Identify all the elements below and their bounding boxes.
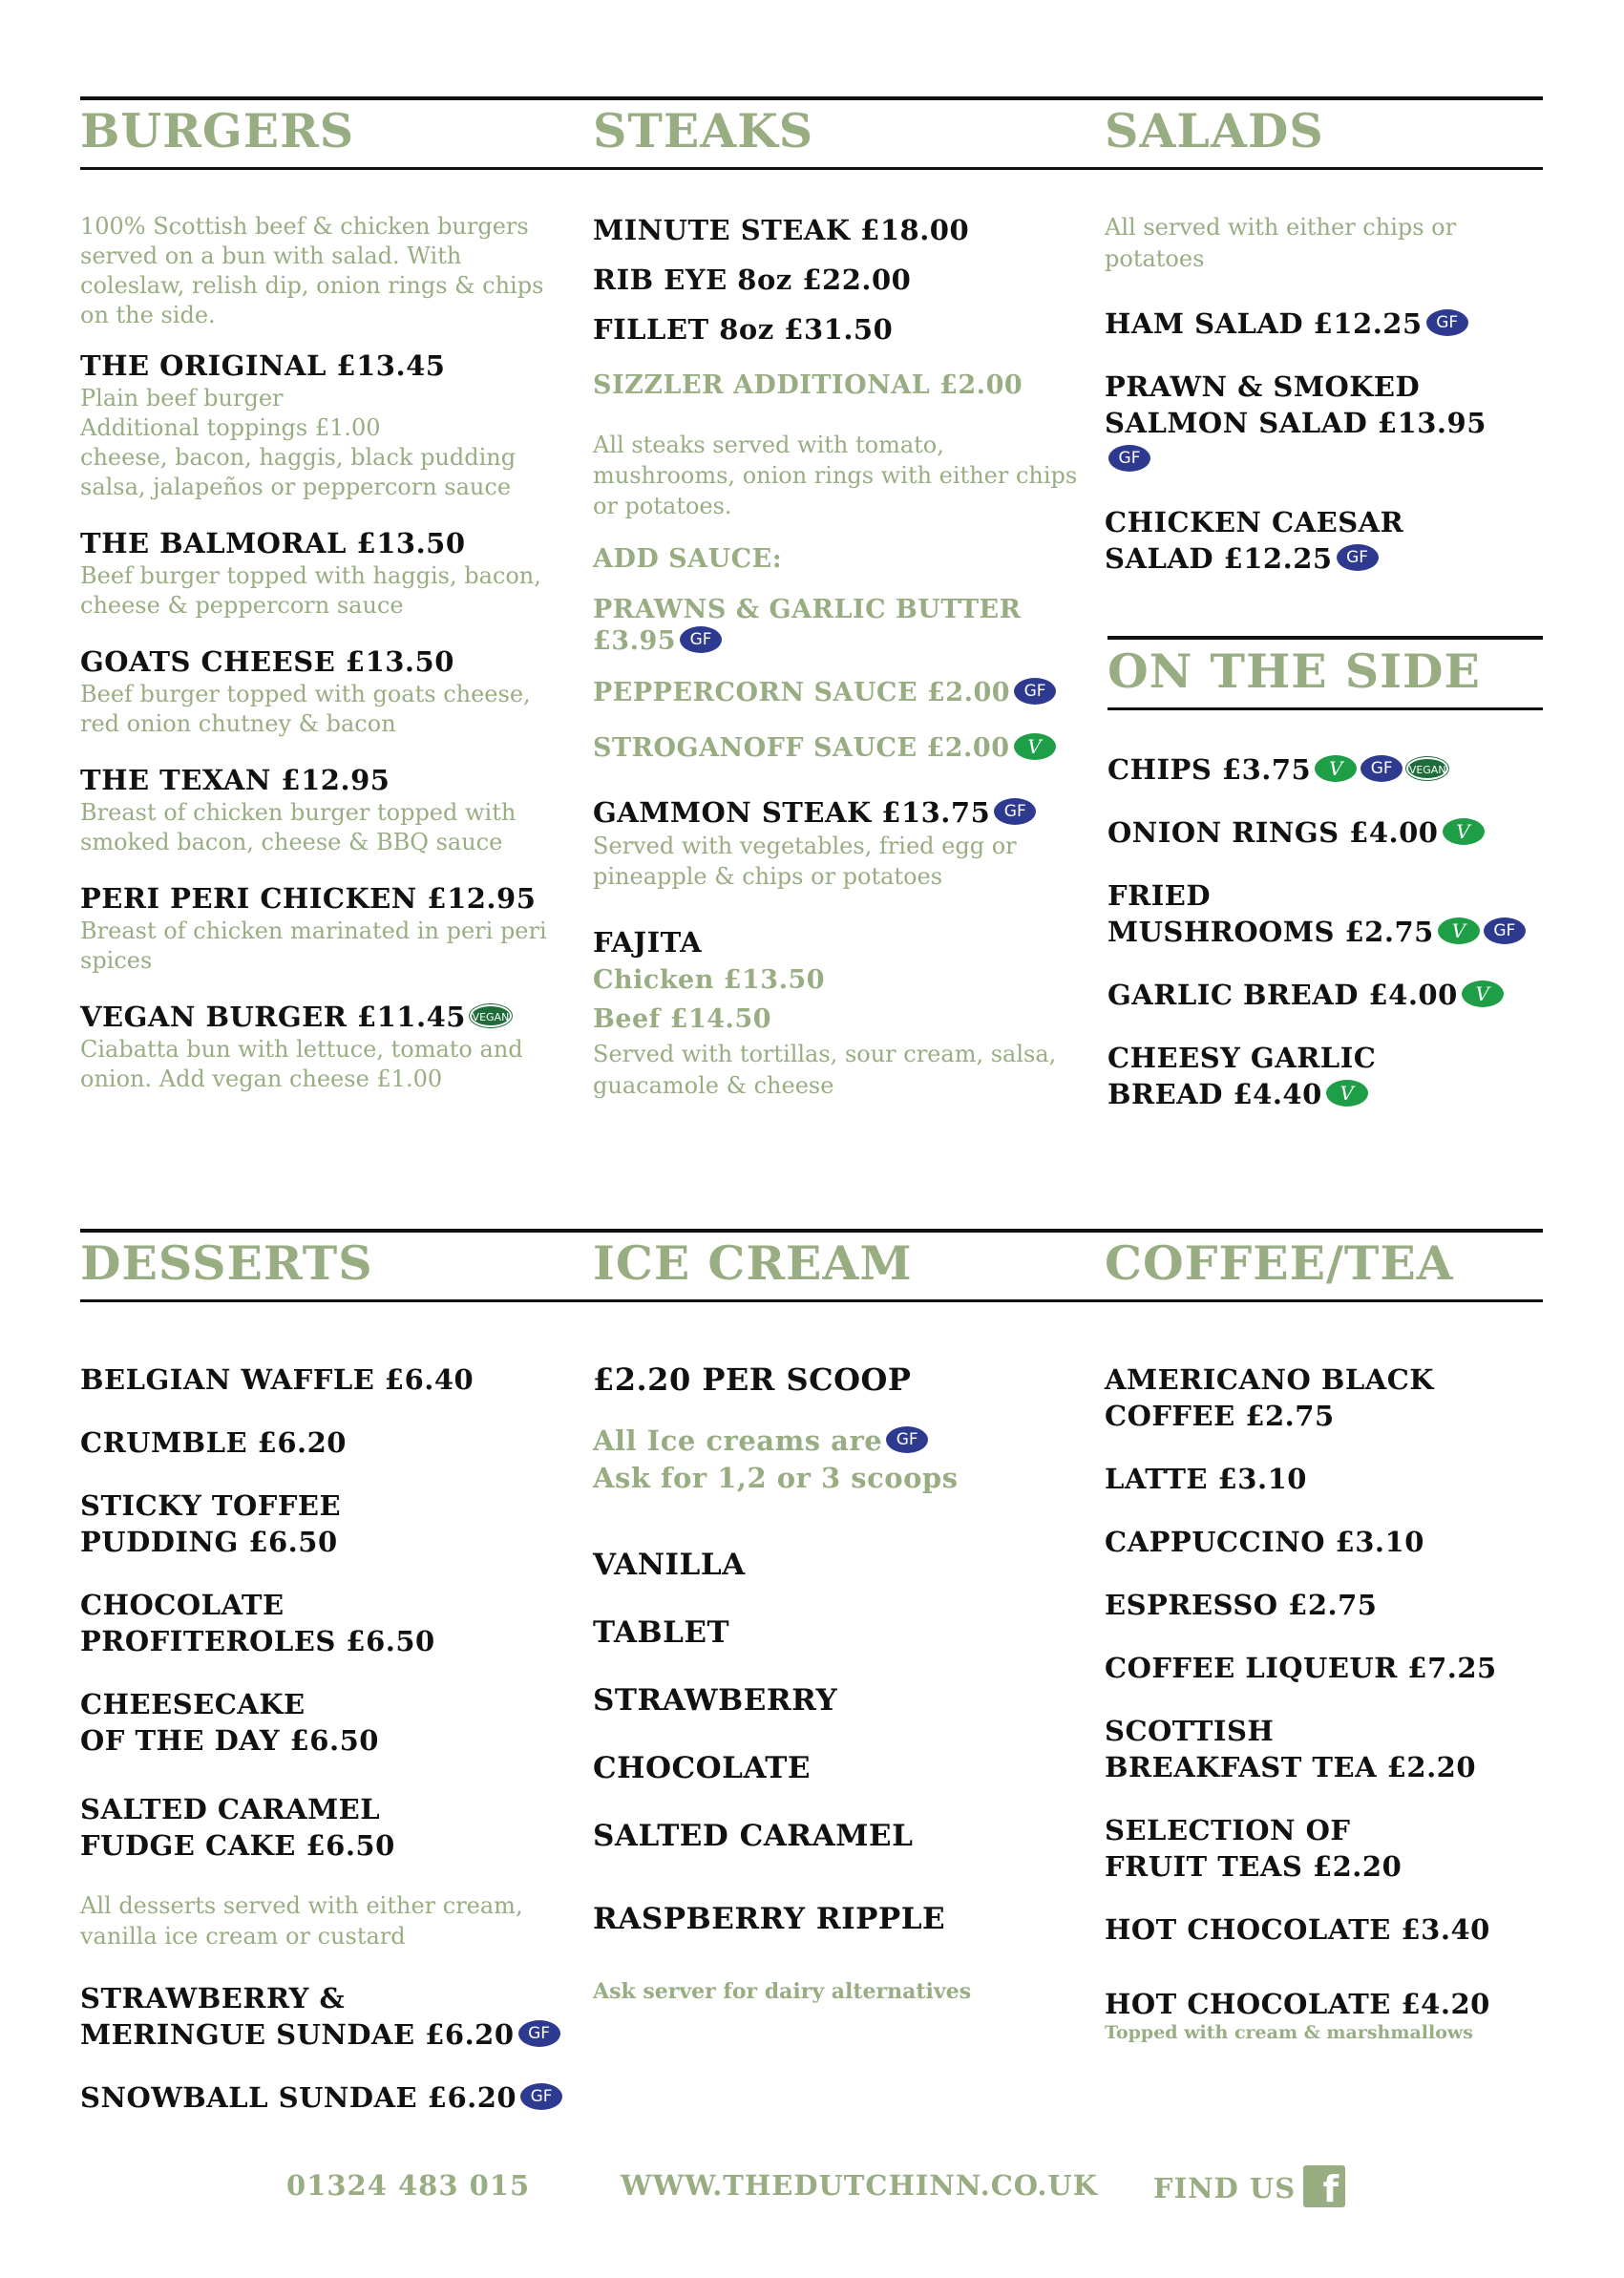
sauce-item: STROGANOFF SAUCE £2.00 V [593, 731, 1080, 766]
burgers-column [80, 212, 567, 1115]
item-desc: Beef burger topped with goats cheese, red onion chutney & bacon [80, 681, 531, 737]
coffee-column [1105, 1361, 1525, 2043]
dessert-item: CHEESECAKE OF THE DAY £6.50 [80, 1688, 379, 1757]
icecream-note-gf: All Ice creams are GF [593, 1423, 1080, 1460]
side-item: CHEESY GARLIC BREAD £4.40 V [1107, 1042, 1377, 1110]
vegan-badge-icon: VEGAN [470, 1004, 512, 1027]
icecream-price: £2.20 PER SCOOP [593, 1361, 912, 1398]
coffee-item: HOT CHOCOLATE £3.40 [1105, 1913, 1490, 1946]
steaks-column [593, 212, 1080, 1123]
side-heading-underline [1107, 707, 1543, 710]
menu-item [80, 880, 567, 976]
salad-item: CHICKEN CAESAR SALAD £12.25 GF [1105, 506, 1404, 575]
burgers-heading: BURGERS [80, 103, 355, 158]
sauce-item: PRAWNS & GARLIC BUTTER £3.95 GF [593, 595, 1022, 656]
coffee-item: HOT CHOCOLATE £4.20 [1105, 1988, 1490, 2020]
item-desc: Served with tortillas, sour cream, salsa, guacamole & cheese [593, 1041, 1057, 1099]
fajita-chicken: Chicken £13.50 [593, 965, 826, 995]
dessert-item: CHOCOLATE PROFITEROLES £6.50 [80, 1589, 435, 1657]
flavour-item: TABLET [593, 1615, 730, 1650]
dairy-alternatives-note: Ask server for dairy alternatives [593, 1979, 972, 2004]
icecream-note-scoops: Ask for 1,2 or 3 scoops [593, 1462, 959, 1494]
flavour-item: CHOCOLATE [593, 1751, 811, 1785]
flavour-item: SALTED CARAMEL [593, 1819, 914, 1853]
item-desc: Plain beef burger Additional toppings £1.00 cheese, bacon, haggis, black pudding salsa, jalapeños or peppercorn sauce [80, 385, 517, 500]
desserts-heading: DESSERTS [80, 1235, 373, 1291]
gf-badge-icon: GF [680, 626, 722, 653]
burgers-intro: 100% Scottish beef & chicken burgers served on a bun with salad. With coleslaw, relish dip, onion rings & chips on the side. [80, 213, 544, 328]
menu-item [80, 999, 567, 1094]
gf-badge-icon: GF [1360, 755, 1403, 782]
hot-chocolate-topping-note: Topped with cream & marshmallows [1105, 2022, 1473, 2043]
item-desc: Served with vegetables, fried egg or pineapple & chips or potatoes [593, 833, 1017, 890]
icecream-column [593, 1361, 1080, 2004]
steaks-heading: STEAKS [593, 103, 814, 158]
gf-badge-icon: GF [1484, 918, 1526, 944]
coffee-item: LATTE £3.10 [1105, 1463, 1307, 1495]
item-name: GOATS CHEESE £13.50 [80, 645, 454, 678]
desserts-column [80, 1361, 577, 2116]
item-name: THE TEXAN £12.95 [80, 764, 390, 796]
facebook-icon[interactable]: f [1303, 2165, 1345, 2207]
add-sauce-label: ADD SAUCE: [593, 544, 783, 574]
item-desc: Breast of chicken marinated in peri peri spices [80, 918, 547, 974]
coffee-item: SCOTTISH BREAKFAST TEA £2.20 [1105, 1715, 1477, 1783]
side-item: ONION RINGS £4.00 V [1107, 814, 1528, 851]
desserts-note: All desserts served with either cream, vanilla ice cream or custard [80, 1892, 523, 1950]
bottom-section-rule [80, 1229, 1543, 1233]
menu-item-fajita [593, 924, 1080, 1102]
icecream-heading: ICE CREAM [593, 1235, 913, 1291]
item-name: VEGAN BURGER £11.45 VEGAN [80, 999, 567, 1035]
gf-badge-icon: GF [1426, 309, 1468, 336]
footer-find-us[interactable]: FIND US f [1153, 2169, 1345, 2211]
footer-website-link[interactable]: WWW.THEDUTCHINN.CO.UK [621, 2169, 1098, 2202]
side-item: GARLIC BREAD £4.00 V [1107, 977, 1528, 1013]
sauce-item: PEPPERCORN SAUCE £2.00 GF [593, 676, 1080, 710]
coffee-heading: COFFEE/TEA [1105, 1235, 1454, 1291]
flavour-item: RASPBERRY RIPPLE [593, 1902, 946, 1936]
coffee-item: CAPPUCCINO £3.10 [1105, 1526, 1424, 1558]
heading-underline-bottom [80, 1299, 1543, 1302]
top-rule-salads [1102, 96, 1543, 100]
dessert-item: BELGIAN WAFFLE £6.40 [80, 1363, 475, 1396]
gf-badge-icon: GF [1108, 445, 1150, 472]
sundae-item: STRAWBERRY & MERINGUE SUNDAE £6.20 GF [80, 1980, 577, 2053]
vegetarian-badge-icon: V [1326, 1080, 1368, 1107]
coffee-item: ESPRESSO £2.75 [1105, 1589, 1378, 1621]
vegetarian-badge-icon: V [1462, 981, 1504, 1007]
item-desc: Beef burger topped with haggis, bacon, cheese & peppercorn sauce [80, 562, 541, 619]
gf-badge-icon: GF [520, 2083, 562, 2110]
vegetarian-badge-icon: V [1443, 818, 1485, 845]
item-desc: Breast of chicken burger topped with smoked bacon, cheese & BBQ sauce [80, 799, 517, 855]
salads-column [1105, 212, 1525, 577]
item-name: THE ORIGINAL £13.45 [80, 349, 446, 382]
side-item: FRIED MUSHROOMS £2.75 V GF [1107, 877, 1528, 950]
item-name: PERI PERI CHICKEN £12.95 [80, 882, 537, 915]
gf-badge-icon: GF [1014, 678, 1056, 705]
side-heading: ON THE SIDE [1107, 643, 1481, 699]
menu-item [80, 348, 567, 502]
steaks-served-note: All steaks served with tomato, mushrooms, onion rings with either chips or potatoes. [593, 432, 1078, 519]
gf-badge-icon: GF [1337, 544, 1379, 571]
menu-item [80, 643, 567, 739]
steak-item: RIB EYE 8oz £22.00 [593, 264, 912, 296]
coffee-item: COFFEE LIQUEUR £7.25 [1105, 1652, 1497, 1684]
steak-item: MINUTE STEAK £18.00 [593, 214, 970, 246]
gf-badge-icon: GF [518, 2020, 560, 2047]
salad-item: PRAWN & SMOKED SALMON SALAD £13.95GF [1105, 369, 1525, 477]
menu-item [80, 525, 567, 621]
side-item: CHIPS £3.75 V GF VEGAN [1107, 751, 1528, 788]
vegetarian-badge-icon: V [1438, 918, 1480, 944]
sundae-item: SNOWBALL SUNDAE £6.20 GF [80, 2079, 577, 2116]
fajita-beef: Beef £14.50 [593, 1004, 772, 1034]
footer-phone[interactable]: 01324 483 015 [286, 2169, 531, 2202]
menu-item [80, 762, 567, 857]
item-name: THE BALMORAL £13.50 [80, 527, 466, 559]
coffee-item: SELECTION OF FRUIT TEAS £2.20 [1105, 1814, 1403, 1883]
steak-item: FILLET 8oz £31.50 [593, 313, 894, 346]
salad-item: HAM SALAD £12.25 GF [1105, 306, 1525, 342]
vegetarian-badge-icon: V [1315, 755, 1357, 782]
dessert-item: CRUMBLE £6.20 [80, 1426, 347, 1459]
item-name: GAMMON STEAK £13.75 GF [593, 794, 1080, 831]
salads-heading: SALADS [1105, 103, 1324, 158]
item-name: FAJITA [593, 926, 703, 959]
heading-underline-top [80, 167, 1543, 170]
top-rule-burgers [80, 96, 586, 100]
vegan-badge-icon: VEGAN [1406, 757, 1448, 780]
side-column [1107, 751, 1528, 1112]
side-top-rule [1107, 636, 1543, 640]
flavour-item: VANILLA [593, 1548, 746, 1582]
salads-intro: All served with either chips or potatoes [1105, 214, 1457, 272]
gf-badge-icon: GF [886, 1426, 928, 1453]
vegetarian-badge-icon: V [1014, 733, 1056, 760]
menu-item [593, 794, 1080, 892]
sizzler-additional: SIZZLER ADDITIONAL £2.00 [593, 370, 1023, 400]
dessert-item: STICKY TOFFEE PUDDING £6.50 [80, 1489, 342, 1558]
coffee-item: AMERICANO BLACK COFFEE £2.75 [1105, 1363, 1435, 1432]
gf-badge-icon: GF [994, 798, 1036, 825]
item-desc: Ciabatta bun with lettuce, tomato and onion. Add vegan cheese £1.00 [80, 1036, 523, 1092]
top-rule-steaks [586, 96, 1102, 100]
flavour-item: STRAWBERRY [593, 1683, 838, 1718]
dessert-item: SALTED CARAMEL FUDGE CAKE £6.50 [80, 1793, 395, 1862]
